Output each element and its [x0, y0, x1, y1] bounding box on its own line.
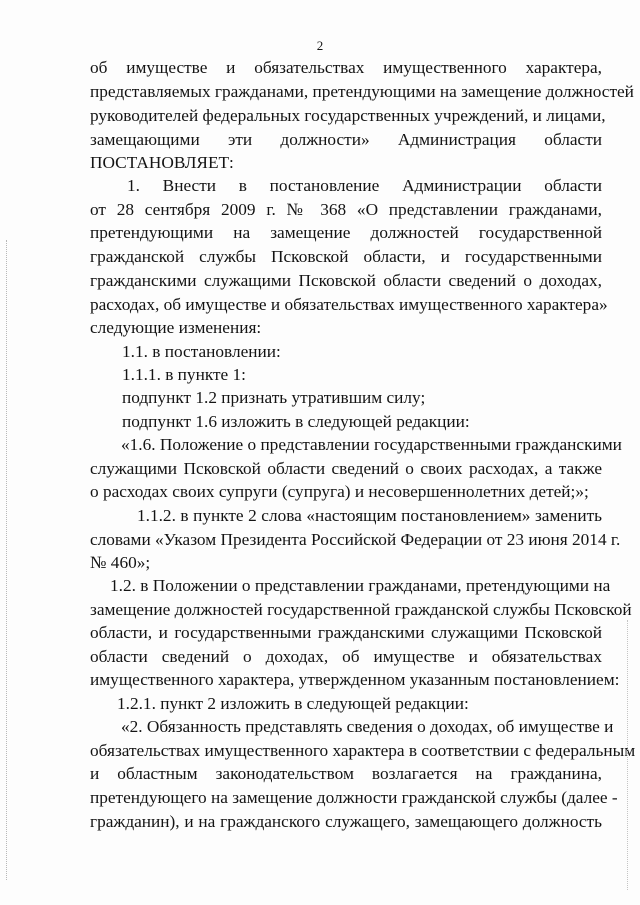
text-line: подпункт 1.6 изложить в следующей редакции: [122, 412, 470, 431]
text-line: гражданин), и на гражданского служащего, замещающего должность [90, 812, 602, 831]
page-number: 2 [316, 38, 324, 53]
text-line: расходах, об имуществе и обязательствах имущественного характера» [90, 295, 608, 314]
text-line: области, и государственными гражданскими служащими Псковской [90, 623, 602, 642]
text-line: гражданскими служащими Псковской области сведений о доходах, [90, 271, 602, 290]
text-line: претендующими на замещение должностей государственной [90, 223, 602, 242]
text-line: претендующего на замещение должности гражданской службы (далее - [90, 788, 618, 807]
scan-edge-marks [6, 240, 9, 880]
text-line: № 460»; [90, 553, 151, 572]
text-line: подпункт 1.2 признать утратившим силу; [122, 388, 426, 407]
text-line: ПОСТАНОВЛЯЕТ: [90, 153, 234, 172]
text-line: от 28 сентября 2009 г. № 368 «О представлении гражданами, [90, 200, 602, 219]
text-line: «1.6. Положение о представлении государственными гражданскими [121, 435, 622, 454]
text-line: 1.1. в постановлении: [122, 342, 281, 361]
text-line: следующие изменения: [90, 318, 262, 337]
text-line: 1. Внести в постановление Администрации области [127, 176, 602, 195]
text-line: замещающими эти должности» Администрация области [90, 130, 602, 149]
text-line: 1.1.2. в пункте 2 слова «настоящим постановлением» заменить [137, 506, 602, 525]
text-line: и областным законодательством возлагается на гражданина, [90, 764, 602, 783]
text-line: об имуществе и обязательствах имущественного характера, [90, 58, 602, 77]
text-line: представляемых гражданами, претендующими на замещение должностей [90, 82, 634, 101]
text-line: гражданской службы Псковской области, и государственными [90, 247, 602, 266]
text-line: 1.2.1. пункт 2 изложить в следующей редакции: [117, 694, 469, 713]
text-line: области сведений о доходах, об имуществе и обязательствах [90, 647, 602, 666]
text-line: имущественного характера, утвержденном указанным постановлением: [90, 670, 620, 689]
text-line: 1.1.1. в пункте 1: [122, 365, 246, 384]
text-line: «2. Обязанность представлять сведения о доходах, об имуществе и [121, 717, 614, 736]
text-line: словами «Указом Президента Российской Федерации от 23 июня 2014 г. [90, 530, 621, 549]
text-line: 1.2. в Положении о представлении гражданами, претендующими на [110, 576, 611, 595]
text-line: руководителей федеральных государственных учреждений, и лицами, [90, 106, 606, 125]
text-line: обязательствах имущественного характера в соответствии с федеральным [90, 741, 636, 760]
text-line: о расходах своих супруги (супруга) и несовершеннолетних детей;»; [90, 482, 589, 501]
text-line: служащими Псковской области сведений о своих расходах, а также [90, 459, 602, 478]
text-line: замещение должностей государственной гражданской службы Псковской [90, 600, 632, 619]
scan-edge-marks [627, 620, 630, 890]
